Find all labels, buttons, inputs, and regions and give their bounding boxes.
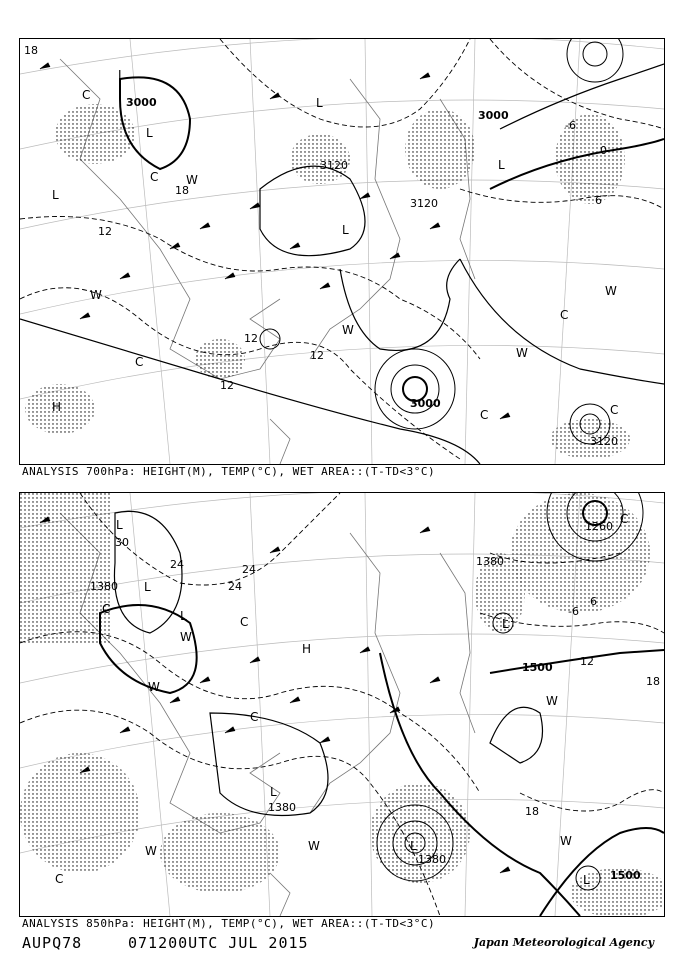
center-marker: L	[118, 68, 125, 82]
temp-label: 24	[170, 558, 184, 571]
temp-label: 24	[228, 580, 242, 593]
height-label: 1500	[522, 661, 553, 674]
caption-850hpa: ANALYSIS 850hPa: HEIGHT(M), TEMP(°C), WET AREA::(T-TD<3°C)	[22, 917, 436, 930]
map-panel-850hpa	[19, 492, 665, 917]
height-label: 1380	[418, 853, 446, 866]
height-label: 3120	[410, 197, 438, 210]
center-marker: C	[135, 355, 144, 369]
center-marker: W	[145, 844, 157, 858]
height-label: 1380	[476, 555, 504, 568]
temp-label: 6	[590, 595, 597, 608]
center-marker: L	[498, 158, 505, 172]
center-marker: C	[620, 512, 629, 526]
center-marker: C	[82, 88, 91, 102]
map-700hpa	[20, 39, 664, 464]
center-marker: C	[480, 408, 489, 422]
center-marker: C	[560, 308, 569, 322]
center-marker: L	[410, 839, 417, 853]
height-label: 1500	[610, 869, 641, 882]
center-marker: C	[240, 615, 249, 629]
height-label: 3120	[320, 159, 348, 172]
height-label: 3000	[410, 397, 441, 410]
center-marker: W	[516, 346, 528, 360]
temp-label: 18	[175, 184, 189, 197]
height-label: 1380	[90, 580, 118, 593]
height-label: 3000	[126, 96, 157, 109]
center-marker: W	[546, 694, 558, 708]
center-marker: L	[270, 785, 277, 799]
height-label: 3120	[590, 435, 618, 448]
center-marker: L	[342, 223, 349, 237]
temp-label: 12	[580, 655, 594, 668]
center-marker: C	[610, 403, 619, 417]
center-marker: W	[186, 173, 198, 187]
center-marker: L	[316, 96, 323, 110]
center-marker: W	[148, 680, 160, 694]
center-marker: C	[55, 872, 64, 886]
center-marker: C	[102, 602, 111, 616]
center-marker: L	[146, 126, 153, 140]
map-850hpa	[20, 493, 664, 916]
center-marker: W	[90, 288, 102, 302]
center-marker: C	[250, 710, 259, 724]
pressure-centers	[52, 68, 618, 422]
temp-label: 0	[600, 144, 607, 157]
temp-label: 6	[595, 194, 602, 207]
height-labels	[126, 96, 618, 448]
center-marker: L	[52, 188, 59, 202]
temp-label: -6	[568, 605, 579, 618]
center-marker: W	[605, 284, 617, 298]
temp-label: 12	[310, 349, 324, 362]
temp-label: 12	[220, 379, 234, 392]
temp-label: 18	[525, 805, 539, 818]
temp-label: 12	[98, 225, 112, 238]
center-marker: W	[308, 839, 320, 853]
center-marker: L	[583, 873, 590, 887]
valid-time: 071200UTC JUL 2015	[128, 934, 309, 952]
center-marker: C	[150, 170, 159, 184]
center-marker: W	[342, 323, 354, 337]
temp-label: 12	[244, 332, 258, 345]
temp-label: 24	[242, 563, 256, 576]
temp-label: 30	[115, 536, 129, 549]
height-label: 1260	[585, 520, 613, 533]
center-marker: H	[52, 400, 62, 414]
map-panel-700hpa	[19, 38, 665, 465]
center-marker: L	[144, 580, 151, 594]
chart-code: AUPQ78	[22, 934, 83, 952]
center-marker: L	[502, 617, 509, 631]
center-marker: W	[180, 630, 192, 644]
center-marker: W	[560, 834, 572, 848]
height-label: 1380	[268, 801, 296, 814]
wet-area	[25, 104, 630, 459]
agency-name: Japan Meteorological Agency	[473, 936, 654, 949]
caption-700hpa: ANALYSIS 700hPa: HEIGHT(M), TEMP(°C), WET AREA::(T-TD<3°C)	[22, 465, 436, 478]
temp-label: 18	[24, 44, 38, 57]
temp-label: 18	[646, 675, 660, 688]
height-label: 3000	[478, 109, 509, 122]
temp-label: -6	[565, 119, 576, 132]
center-marker: L	[180, 609, 187, 623]
center-marker: H	[302, 642, 312, 656]
center-marker: L	[116, 518, 123, 532]
